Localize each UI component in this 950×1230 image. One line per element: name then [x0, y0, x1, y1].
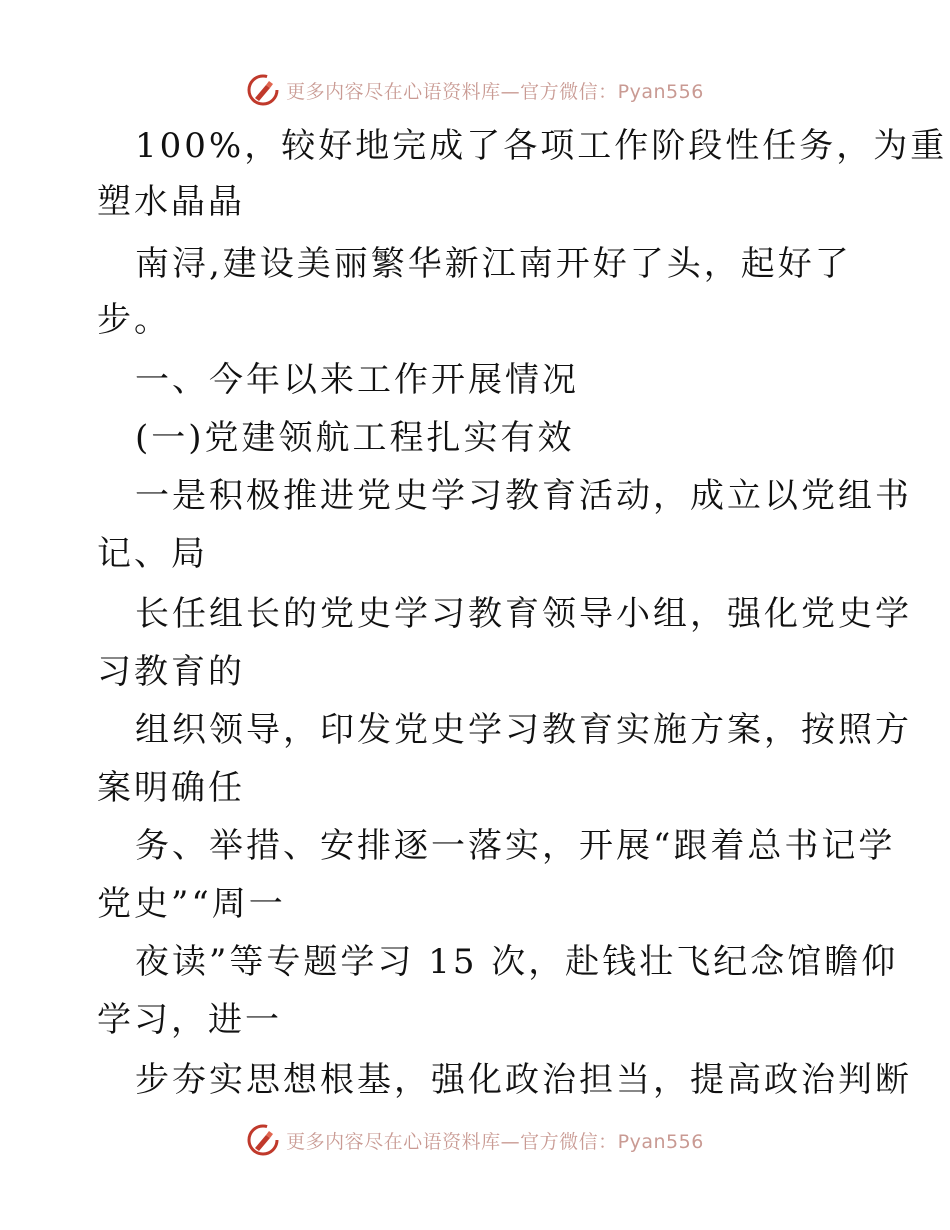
text-line: 学习，进一 [97, 1000, 282, 1040]
text-line: 务、举措、安排逐一落实，开展“跟着总书记学 [135, 826, 896, 866]
text-line: 党史”“周一 [97, 884, 286, 924]
section-heading: 一、今年以来工作开展情况 [135, 360, 579, 400]
text-line: 一是积极推进党史学习教育活动，成立以党组书 [135, 476, 912, 516]
watermark-footer [0, 1118, 950, 1162]
text-line: 100%，较好地完成了各项工作阶段性任务，为重 [135, 126, 948, 166]
text-line: 组织领导，印发党史学习教育实施方案，按照方 [135, 710, 912, 750]
text-line: 塑水晶晶 [97, 182, 245, 222]
text-line: 步夯实思想根基，强化政治担当，提高政治判断 [135, 1060, 912, 1100]
text-line: 步。 [97, 300, 171, 340]
subsection-heading: (一)党建领航工程扎实有效 [135, 418, 575, 458]
watermark-text: 更多内容尽在心语资料库—官方微信：Pyan556 [286, 80, 704, 103]
watermark-text: 更多内容尽在心语资料库—官方微信：Pyan556 [286, 1130, 704, 1153]
red-pen-circle-logo-icon [246, 1123, 280, 1157]
red-pen-circle-logo-icon [246, 73, 280, 107]
text-line: 记、局 [97, 534, 208, 574]
watermark-header [0, 68, 950, 112]
text-line: 南浔,建设美丽繁华新江南开好了头，起好了 [135, 244, 852, 284]
text-line: 习教育的 [97, 652, 245, 692]
text-line: 长任组长的党史学习教育领导小组，强化党史学 [135, 594, 912, 634]
text-line: 夜读”等专题学习 15 次，赴钱壮飞纪念馆瞻仰 [135, 942, 899, 982]
text-line: 案明确任 [97, 768, 245, 808]
